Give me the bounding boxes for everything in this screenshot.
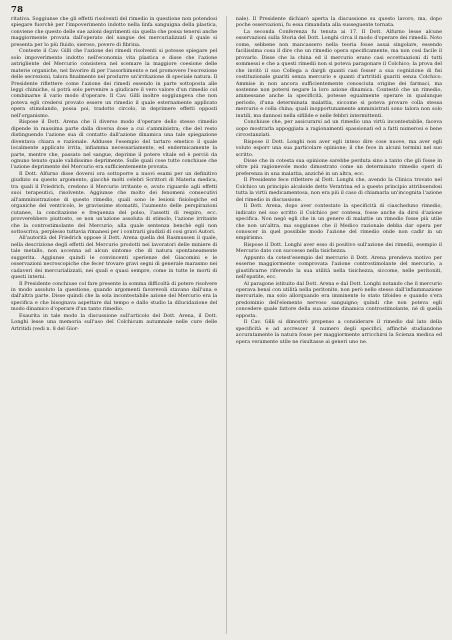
paragraph: Il Dott. Arena, dopo aver contestato la specificità di ciascheduno rimedio, indicato nel suo scritto il Colchico per contesa, fosse anche da dirsi d'azione specifica. Non negò egli che in un genere di malattie un rimedio fosse più utile che non un'altra, ma soggiunse che il Medico razionale debba dar opera per conoscer in quel possibile modo l'azione del rimedio onde non cadir in un empirismo.	[235, 203, 442, 242]
paragraph: Rispose il Dott. Longhi non aver egli inteso dire cose nuove, ma aver egli voluto esporr una sua particolare opinione; il che fece in alcuni termini nel suo scritto.	[235, 138, 442, 158]
paragraph: Appunto da cotest'esempio del mercurio il Dott. Arena prendeva motivo per esserne maggiormente comprovata l'azione controstimolante del mercurio, a giustificarne riferendo la sua utilità nella tisichezza, siccome, nelle peritoniti, nell'epatite, ecc.	[235, 254, 442, 281]
paragraph: Il Presidente fece riflettere al Dott. Longhi che, avendo la Clinica trovato nel Colchico un principio alcaloide detto Veratrina ed a questo principio attribuendosi tutta la virtù medicamentosa, non era più il caso di chiamarla un'incognita l'azione del rimedio in discussione.	[235, 177, 442, 203]
paragraph: Rispose il Dott. Longhi aver esso di positivo sull'azione dei rimedii, esempio il Mercurio dato con successo nella tisichezza.	[235, 241, 442, 255]
paragraph: All'autorità del Friedrich oppose il Dott. Arena quella del Rasmussen il quale, nella descrizione degli effetti del Mercurio prodotti nei lavoratori delle miniere di tale metallo, non accenna ad alcun sintomo che di natura spontaneamente suggerita. Aggiunse quindi le convincenti sperienze del Giacomini e le osservazioni necroscopiche che fecer trovare gravi segni di generale marasmo nei cadaveri dei mercurializzati, nei quali e quasi sempre, come in tutte le morti di questi interni.	[11, 235, 218, 281]
page-number: 78	[11, 5, 24, 15]
paragraph: Disse che in cotesta sua opinione sarebbe perduta sino a tanto che gli fosse in oltre più ragionevole modo dimostrato come un determinato rimedio operi di preferenza in una malattia, anzichè in un altra, ecc.	[235, 157, 442, 177]
paragraph: Conteste il Cav. Gilli che l'azione dei rimedi risolventi si potesse spiegare pel solo impoverimento indotto nell'economia vita plastica e disse che l'azione astrigliente del Mercurio consisteva nel scemare la maggiore coesione delle materie organiche, nel favorire di per l'assorbimento e nel promovere l'escrezione delle secrezioni, talora finalmente nel produrre un'irritazione di speciale natura. Il Presidente riflettere come l'azione dei rimedi essendo in parte sottoposta alle leggi chimiche, si potrà solo pervenire a giudicare il vero valore d'un rimedio col combinarne il vario modo d'operare. Il Cav. Gilli inoltre soggiungeva che non poteva egli credersi provato essere un rimedio il quale esternamente applicato opera stimolando, possa poi, tradotto circolo, in deprimere effetti opposti nell'organismo.	[11, 48, 218, 119]
paragraph: Il Dott. Alfurno disse doversi ora sottoporre a nuovi esami per un definitivo giudizio su questo argomento, giacchè molti celebri Scrittori di Materia medica, tra quali il Friedrich, credono il Mercurio irritante e, avuto riguardo agli effetti suoi terapeutici, risolvente. Aggiunse che molto dei fenomeni consecutivi all'amministrazione di questo rimedio, quali sono le lesioni fisiologiche ed organiche del ventricolo, le gravissime stomatiti, l'aumento delle perspirazioni cutanee, la concitazione e frequenza del polso, l'assetti di respiro, ecc. provverebbero piuttosto, se non un'azione assoluta di stimolo, l'azione irritante che la controstimolante del Mercurio; alla quale sentenza benchè egli non sottoscriva, perplesso tuttavia rimanesi per i contrarii giudizii di cosi gravi Autori.	[11, 170, 218, 235]
paragraph: La seconda Conferenza fu tenuta ai 17. Il Dott. Alfurno lesse alcune osservazioni sulla Storia del Dott. Longhi circa il modo d'operare dei rimedii. Noto come, sebbene non mancassero nella teoria fosse assai singolare, essendo facilissima cosa il dire che un rimedio opera specificamente, ma non così facile il provarlo. Disse che la china ed il mercurio erano casi eccettuazioni di tutti sommessi e che a questi rimedii non si poteva paragonare il Colchico; la prova del che invitò il suo Collega a dargli quanti casi fosser a sua cognizione di fisi costituzionale guariti senza mercurio e quanti d'artritidi guariti senza Colchico. Ammise in non ancora sufficientemente conosciuta origine dei farmaci, ma sostenne non potersi negare la loro azione dinamica. Contestò che un rimedio, ammessane anche la specificità, potesse egualmente operare in qualunque periodo, d'una determinata malattia, siccome si poteva provare colla stessa mercurio e colla china; quali inopportunamente amministrati sono talora non solo inutili, ma dannosi nella sifilide e nelle febbri intermittenti.	[235, 28, 442, 119]
paragraph: Conchiuse che, per assicurarsi ad un rimedio una virtù incontestabile, faceva uopo mostrarla appoggiata a ragionamenti spassionati ed a fatti numerosi e bene circostanziati.	[235, 119, 442, 139]
paragraph: Il Cav. Gilli si dimostrò propenso a considerare il rimedio dal lato della specificità e ad accrescer il numero degli specifici, affinchè studiandone accuratamente la natura fosse per maggiormente arricchirsi la Scienza medica ed opera veramente utile ne risultasse ai generi uno ne.	[235, 319, 442, 345]
paragraph: Rispose il Dott. Arena che il diverso modo d'operare dello stesso rimedio dipende in massima parte dalla diversa dose a cui s'amministra; che del resto distinguendo l'azione sua di contatto dall'azione dinamica una tale spiegazione diventava chiara e razionale. Addusse l'esempio del tartaro emetico il quale localmente applicato irrita, infiamma necessariamente, ed endermicamente la parte, mentre che, passato nel sangue, deprime il potere vitale ed è perciò da ognuno tenuto quale validissimo deprimente. Sulle quali cose tutte conchiuse che l'azione deprimente del Mercurio era sufficientemente provata.	[11, 119, 218, 171]
paragraph: nale). Il Presidente dichiarò aperta la discussione su questo lavoro, ma, dopo poche osservazioni, fu essa rimandata alla susseguente tornata.	[235, 16, 442, 29]
column-divider	[226, 16, 227, 634]
paragraph: Il Presidente conchiuse col fare presente la somma difficoltà di potere risolvere in modo assoluto la questione, quando argomenti favorevoli stavano dall'una e dall'altra parte. Disse quindi che la sola incontestabile azione del Mercurio era la specifica e che bisognava aspettare dal tempo e dallo studio la dilucidazione del modo dinamico d'operare d'un tanto rimedio.	[11, 280, 218, 313]
right-column	[236, 16, 442, 634]
paragraph: Esaurita in tale modo la discussione sull'articolo del Dott. Arena, il Dott. Longhi lesse una memoria sull'uso del Colchicum autumnale nelle cure delle Artritidi (vedi n. 8 del Gior-	[11, 312, 218, 332]
left-column	[11, 16, 217, 634]
paragraph: Al paragone istituito dal Dott. Arena e dal Dott. Longhi notando che il mercurio operava bensì con utilità nella peritonite, non però nello stesso dall'infiammazione mercuriale, ma solo allorquando era imminente lo stato tifoideo e quando s'era predominio dell'elemento nervoso sanguigno; quindi che non poteva egli concedere quale fattore della sua azione dinamica controstimolante, nè di quella opposta.	[235, 280, 442, 319]
paragraph: ritativa. Soggiunse che gli effetti risolventi del rimedio in questione non potendosi spiegare fuorchè per l'impoverimento indotto nella linfa sanguigna della plastica, conviene che questo delle sue azioni deprimenti sia quella che possa tenersi anche maggiormente provata dall'operato del sangue dei mercurializzati il quale si presenta per lo più fluido, sieroso, povero di fibrina.	[11, 16, 218, 48]
text-columns	[11, 16, 442, 634]
